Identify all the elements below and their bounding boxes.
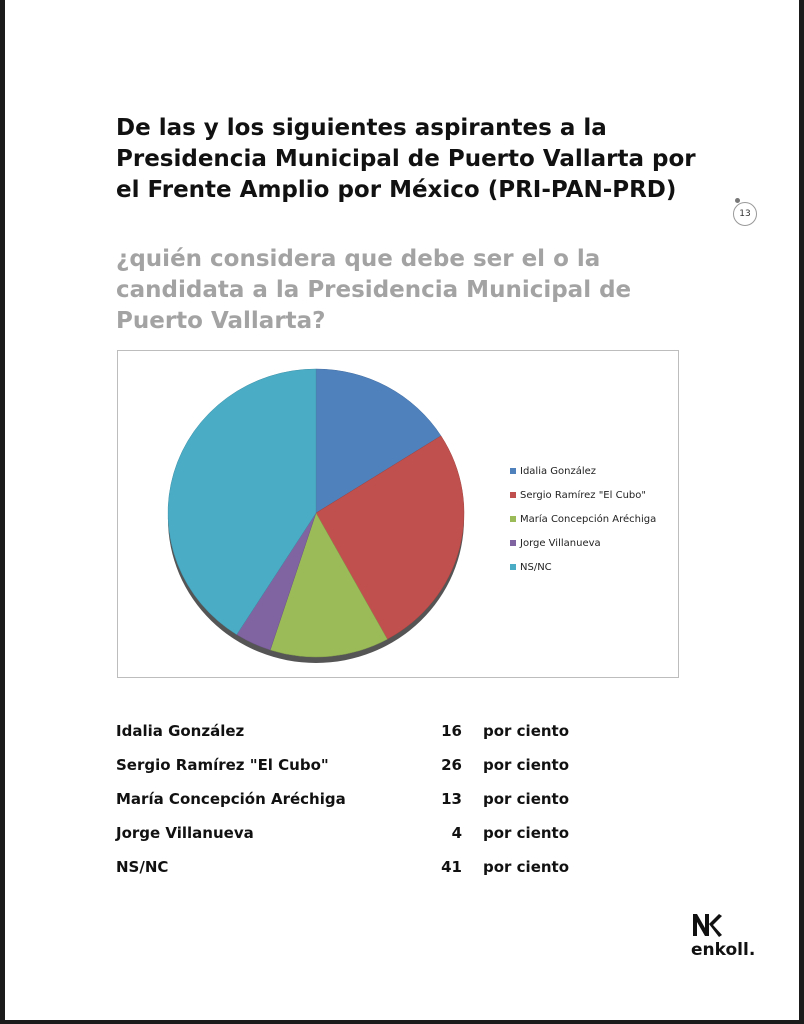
table-row xyxy=(116,852,596,886)
legend-swatch-2 xyxy=(510,516,516,522)
pie-chart xyxy=(117,350,679,678)
legend-label: María Concepción Aréchiga xyxy=(520,513,657,525)
candidate-percent: 41 xyxy=(441,858,462,876)
legend-item xyxy=(510,483,656,507)
legend-label: Idalia González xyxy=(520,465,597,477)
page-title: De las y los siguientes aspirantes a la Presidencia Municipal de Puerto Vallarta por el Frente Amplio por México (PRI-PAN-PRD) xyxy=(116,115,696,203)
candidate-name: NS/NC xyxy=(116,858,169,876)
table-row xyxy=(116,818,596,852)
legend-label: Jorge Villanueva xyxy=(520,537,601,549)
report-page xyxy=(5,0,799,1020)
percent-unit: por ciento xyxy=(483,756,570,774)
candidate-name: Jorge Villanueva xyxy=(116,824,254,842)
candidate-percent: 16 xyxy=(441,722,462,740)
table-row xyxy=(116,716,596,750)
percent-unit: por ciento xyxy=(483,722,570,740)
page-number: 13 xyxy=(733,202,757,226)
chart-legend xyxy=(510,459,656,579)
legend-swatch-3 xyxy=(510,540,516,546)
legend-swatch-4 xyxy=(510,564,516,570)
percent-unit: por ciento xyxy=(483,858,570,876)
legend-item xyxy=(510,531,656,555)
table-row xyxy=(116,784,596,818)
candidate-percent: 4 xyxy=(451,824,462,842)
candidate-percent: 13 xyxy=(441,790,462,808)
logo-text: enkoll. xyxy=(691,940,756,960)
candidate-name: Sergio Ramírez "El Cubo" xyxy=(116,756,329,774)
table-row xyxy=(116,750,596,784)
candidate-percent: 26 xyxy=(441,756,462,774)
legend-label: Sergio Ramírez "El Cubo" xyxy=(520,489,646,501)
legend-item xyxy=(510,507,656,531)
percent-unit: por ciento xyxy=(483,790,570,808)
percent-unit: por ciento xyxy=(483,824,570,842)
legend-item xyxy=(510,555,656,579)
survey-question: ¿quién considera que debe ser el o la candidata a la Presidencia Municipal de Puerto Vallarta? xyxy=(116,246,632,334)
enkoll-logo-icon xyxy=(691,910,723,938)
enkoll-logo xyxy=(691,910,771,970)
legend-item xyxy=(510,459,656,483)
candidate-name: Idalia González xyxy=(116,722,245,740)
legend-swatch-1 xyxy=(510,492,516,498)
candidate-name: María Concepción Aréchiga xyxy=(116,790,346,808)
legend-swatch-0 xyxy=(510,468,516,474)
results-table xyxy=(116,716,596,886)
legend-label: NS/NC xyxy=(520,561,552,573)
